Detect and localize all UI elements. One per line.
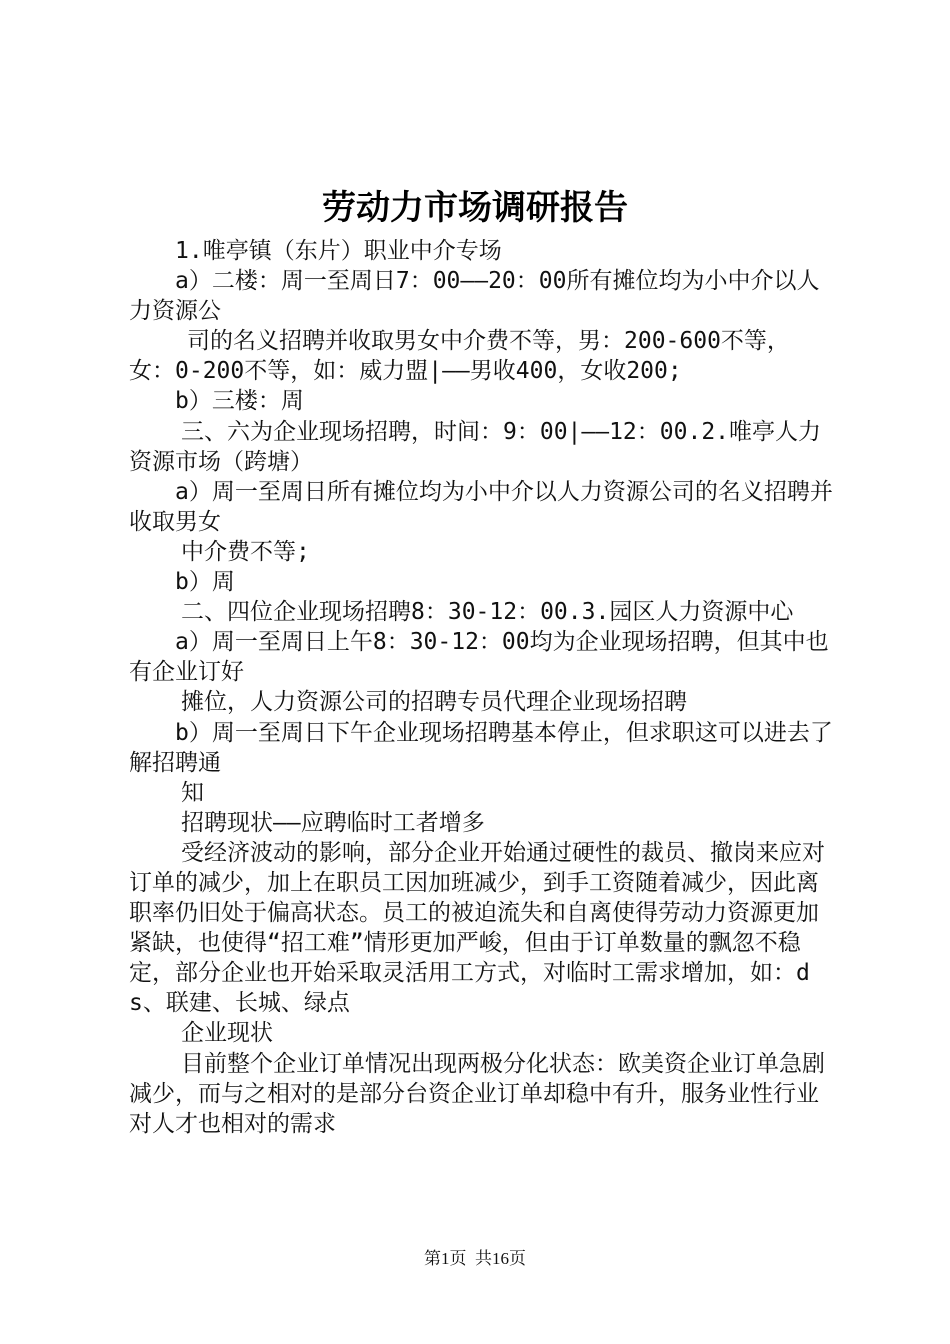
paragraph: 招聘现状——应聘临时工者增多 <box>181 809 485 836</box>
paragraph: 三、六为企业现场招聘，时间：9：00|——12：00.2.唯亭人力资源市场（跨塘） <box>129 418 822 475</box>
paragraph: a）周一至周日所有摊位均为小中介以人力资源公司的名义招聘并收取男女 <box>129 478 833 535</box>
paragraph: 司的名义招聘并收取男女中介费不等，男：200-600不等，女：0-200不等，如：威力盟|——男收400，女收200; <box>129 328 790 385</box>
document-body <box>129 236 833 1139</box>
paragraph: 知 <box>181 779 204 806</box>
paragraph: b）周 <box>175 569 235 596</box>
paragraph: a）周一至周日上午8：30-12：00均为企业现场招聘，但其中也有企业订好 <box>129 629 829 686</box>
document-title: 劳动力市场调研报告 <box>322 188 628 228</box>
paragraph: 中介费不等; <box>181 538 310 565</box>
paragraph: 受经济波动的影响，部分企业开始通过硬性的裁员、撤岗来应对订单的减少，加上在职员工因加班减少，到手工资随着减少，因此离职率仍旧处于偏高状态。员工的被迫流失和自离使得劳动力资源更加紧缺，也使得“招工难”情形更加严峻，但由于订单数量的飘忽不稳定，部分企业也开始采取灵活用工方式，对临时工需求增加，如：ds、联建、长城、绿点 <box>129 839 825 1017</box>
paragraph: b）周一至周日下午企业现场招聘基本停止，但求职这可以进去了解招聘通 <box>129 719 833 776</box>
page-total: 共16页 <box>475 1249 526 1268</box>
paragraph: 企业现状 <box>181 1020 273 1047</box>
paragraph: a）二楼：周一至周日7：00——20：00所有摊位均为小中介以人力资源公 <box>129 268 820 325</box>
paragraph: b）三楼：周 <box>175 388 304 415</box>
paragraph: 摊位，人力资源公司的招聘专员代理企业现场招聘 <box>181 689 687 716</box>
paragraph: 二、四位企业现场招聘8：30-12：00.3.园区人力资源中心 <box>181 599 794 626</box>
page-number: 第1页 <box>424 1249 467 1268</box>
paragraph: 1.唯亭镇（东片）职业中介专场 <box>175 238 502 264</box>
page-footer <box>0 1244 950 1269</box>
paragraph: 目前整个企业订单情况出现两极分化状态：欧美资企业订单急剧减少，而与之相对的是部分台资企业订单却稳中有升，服务业性行业对人才也相对的需求 <box>129 1050 825 1137</box>
